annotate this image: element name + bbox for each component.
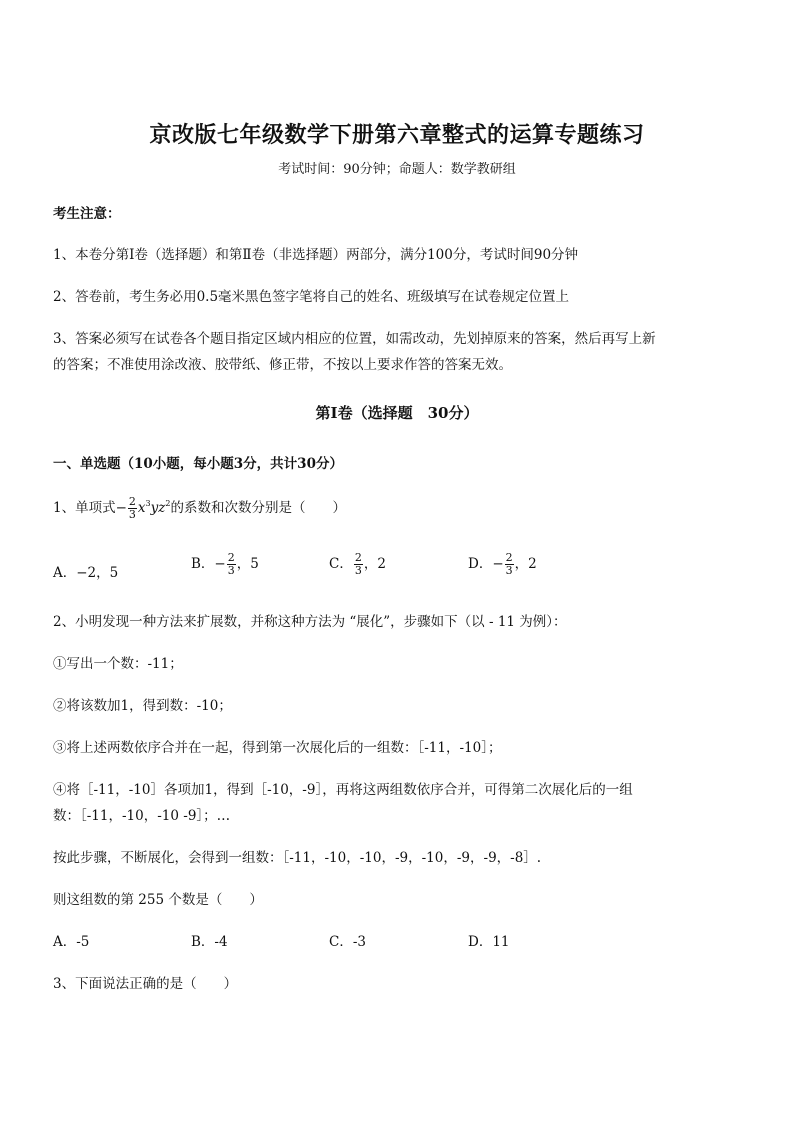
option-fraction — [505, 552, 514, 577]
q1-option-a: A．−2，5 — [53, 565, 119, 581]
q2-option-c: C．-3 — [329, 934, 366, 950]
q2-option-a: A．-5 — [53, 934, 90, 950]
fraction-denominator: 3 — [128, 508, 136, 521]
section1-title: 一、单选题（10小题，每小题3分，共计30分） — [53, 456, 343, 472]
fraction-denominator: 3 — [354, 564, 362, 577]
q1-option-b — [191, 552, 259, 577]
question-2-step-4: ④将［-11，-10］各项加1，得到［-10，-9］，再将这两组数依序合并，可得第二次展化后的一组 — [53, 782, 633, 798]
question-1-stem — [53, 496, 346, 521]
q1-option-c — [329, 552, 386, 577]
var-x: x — [137, 500, 146, 516]
question-2-step-4-continued: 数：［-11，-10，-10 -9］；… — [53, 808, 231, 824]
question-1-prefix: 1、单项式 — [53, 500, 116, 516]
exam-info: 考试时间：90分钟；命题人：数学教研组 — [278, 162, 516, 177]
exponent-x: 3 — [145, 499, 151, 508]
option-fraction — [227, 552, 236, 577]
option-fraction — [354, 552, 363, 577]
question-2-step-2: ②将该数加1，得到数：-10； — [53, 698, 232, 714]
question-2-step-3: ③将上述两数依序合并在一起，得到第一次展化后的一组数：［-11，-10］； — [53, 740, 502, 756]
option-sign: − — [492, 556, 504, 572]
var-z: z — [158, 500, 166, 516]
question-2-result: 按此步骤，不断展化，会得到一组数：［-11，-10，-10，-9，-10，-9，-9，-8］. — [53, 850, 542, 866]
question-1-suffix: 的系数和次数分别是（ ） — [170, 500, 346, 516]
option-label: B． — [191, 556, 215, 572]
coefficient-fraction — [128, 496, 137, 521]
coefficient-sign: − — [115, 500, 127, 516]
notice-item-3-continued: 的答案；不准使用涂改液、胶带纸、修正带，不按以上要求作答的答案无效。 — [53, 357, 512, 373]
notice-heading: 考生注意： — [53, 206, 121, 222]
q1-option-d — [468, 552, 537, 577]
fraction-denominator: 3 — [227, 564, 235, 577]
question-2-question: 则这组数的第 255 个数是（ ） — [53, 892, 263, 908]
notice-item-3: 3、答案必须写在试卷各个题目指定区域内相应的位置，如需改动，先划掉原来的答案，然后再写上新 — [53, 331, 656, 347]
part1-title: 第Ⅰ卷（选择题 30分） — [315, 404, 479, 422]
option-tail: ，2 — [363, 556, 386, 572]
question-2-step-1: ①写出一个数：-11； — [53, 656, 183, 672]
q2-option-d: D．11 — [468, 934, 510, 950]
exponent-z: 2 — [165, 499, 171, 508]
option-label: D． — [468, 556, 493, 572]
fraction-numerator: 2 — [128, 495, 136, 508]
notice-item-2: 2、答卷前，考生务必用0.5毫米黑色签字笔将自己的姓名、班级填写在试卷规定位置上 — [53, 289, 570, 305]
var-y: y — [150, 500, 159, 516]
fraction-numerator: 2 — [227, 551, 235, 564]
question-2-stem: 2、小明发现一种方法来扩展数，并称这种方法为 “展化”，步骤如下（以 - 11 为例）： — [53, 614, 567, 630]
fraction-numerator: 2 — [354, 551, 362, 564]
option-sign: − — [214, 556, 226, 572]
fraction-numerator: 2 — [505, 551, 513, 564]
page-title: 京改版七年级数学下册第六章整式的运算专题练习 — [149, 122, 645, 148]
option-tail: ，5 — [236, 556, 259, 572]
question-3-stem: 3、下面说法正确的是（ ） — [53, 976, 238, 992]
q2-option-b: B．-4 — [191, 934, 228, 950]
notice-item-1: 1、本卷分第Ⅰ卷（选择题）和第Ⅱ卷（非选择题）两部分，满分100分，考试时间90分钟 — [53, 247, 579, 263]
option-tail: ，2 — [514, 556, 537, 572]
fraction-denominator: 3 — [505, 564, 513, 577]
option-label: C． — [329, 556, 353, 572]
